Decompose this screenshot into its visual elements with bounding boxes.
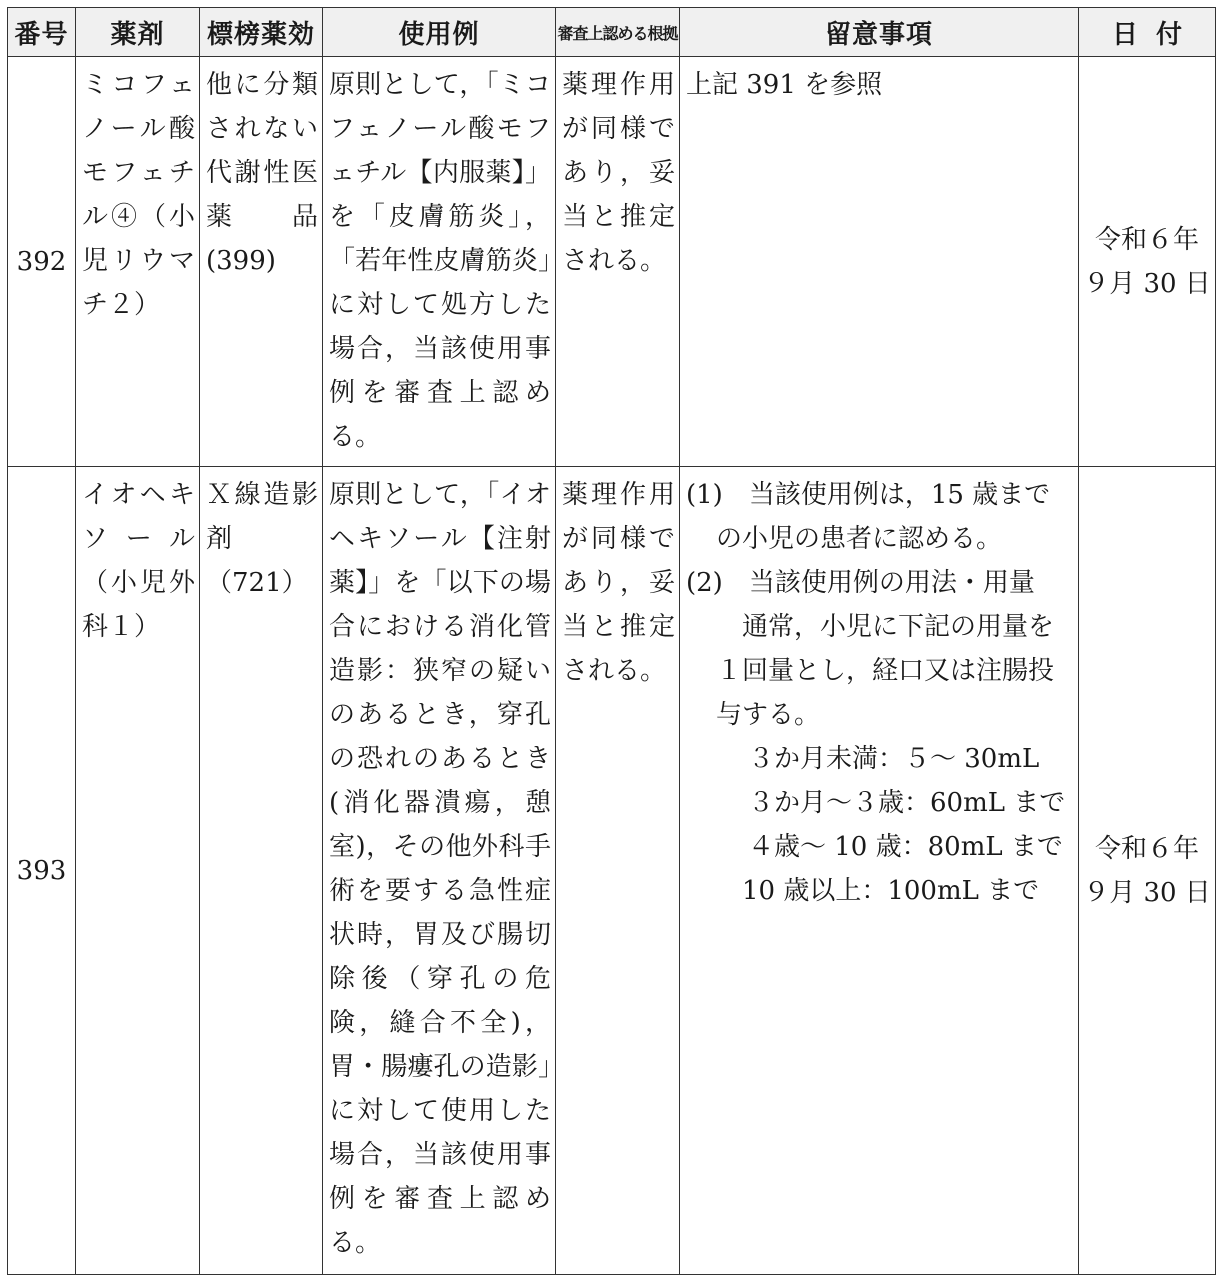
date-line1: 令和６年 [1094, 833, 1199, 864]
row-usage [323, 57, 556, 467]
row-usage [323, 467, 556, 1275]
note-item-2-cont: 通常，小児に下記の用量を [742, 612, 1055, 642]
efficacy-text: Ｘ線造影剤（721） [206, 480, 318, 598]
table-row [8, 57, 1216, 467]
row-date [1079, 57, 1216, 467]
header-notes: 留意事項 [680, 8, 1079, 57]
row-notes [680, 57, 1079, 467]
row-efficacy [200, 57, 323, 467]
row-number: 392 [8, 57, 76, 467]
notes-list [680, 467, 1078, 917]
date-line2: ９月 30 日 [1083, 877, 1211, 908]
notes-text: 上記 391 を参照 [686, 70, 883, 100]
dose-line: ４歳～ 10 歳：80mL まで [748, 832, 1063, 862]
row-drug [76, 57, 200, 467]
row-date [1079, 467, 1216, 1275]
note-item-2-cont: １回量とし，経口又は注腸投 [716, 656, 1055, 686]
date-line2: ９月 30 日 [1083, 268, 1211, 299]
note-item-1: (1) 当該使用例は，15 歳まで [686, 480, 1051, 510]
table-row [8, 467, 1216, 1275]
header-usage: 使用例 [323, 8, 556, 57]
drug-name: イオヘキソール（小児外科１） [82, 480, 195, 642]
note-item-2-cont: 与する。 [716, 700, 821, 730]
row-drug [76, 467, 200, 1275]
header-date: 日付 [1079, 8, 1216, 57]
note-item-2: (2) 当該使用例の用法・用量 [686, 568, 1035, 598]
basis-text: 薬理作用が同様であり，妥当と推定される。 [562, 480, 675, 686]
dose-line: 10 歳以上：100mL まで [742, 876, 1040, 906]
row-number: 393 [8, 467, 76, 1275]
row-notes [680, 467, 1079, 1275]
header-drug: 薬剤 [76, 8, 200, 57]
note-item-1-cont: の小児の患者に認める。 [716, 524, 1003, 554]
header-row [8, 8, 1216, 57]
usage-text: 原則として，「イオヘキソール【注射薬】」を「以下の場合における消化管造影：狭窄の疑いのあるとき，穿孔の恐れのあるとき(消化器潰瘍，憩室)，その他外科手術を要する急性症状時，胃及び腸切除後（穿孔の危険，縫合不全)，胃・腸瘻孔の造影」に対して使用した場合，当該使用事例を審査上認める。 [329, 480, 551, 1258]
row-basis [556, 467, 680, 1275]
row-basis [556, 57, 680, 467]
dose-line: ３か月未満：５～ 30mL [748, 744, 1040, 774]
basis-text: 薬理作用が同様であり，妥当と推定される。 [562, 70, 675, 276]
header-basis: 審査上認める根拠 [556, 8, 680, 57]
efficacy-text: 他に分類されない代謝性医薬品(399) [206, 70, 318, 276]
drug-usage-table [7, 7, 1216, 1275]
drug-name: ミコフェノール酸モフェチル④（小児リウマチ２） [82, 70, 195, 320]
header-efficacy: 標榜薬効 [200, 8, 323, 57]
row-efficacy [200, 467, 323, 1275]
header-number: 番号 [8, 8, 76, 57]
usage-text: 原則として，「ミコフェノール酸モフェチル【内服薬】」を「皮膚筋炎」，「若年性皮膚筋炎」に対して処方した場合，当該使用事例を審査上認める。 [329, 70, 551, 452]
dose-line: ３か月～３歳：60mL まで [748, 788, 1066, 818]
date-line1: 令和６年 [1094, 224, 1199, 255]
